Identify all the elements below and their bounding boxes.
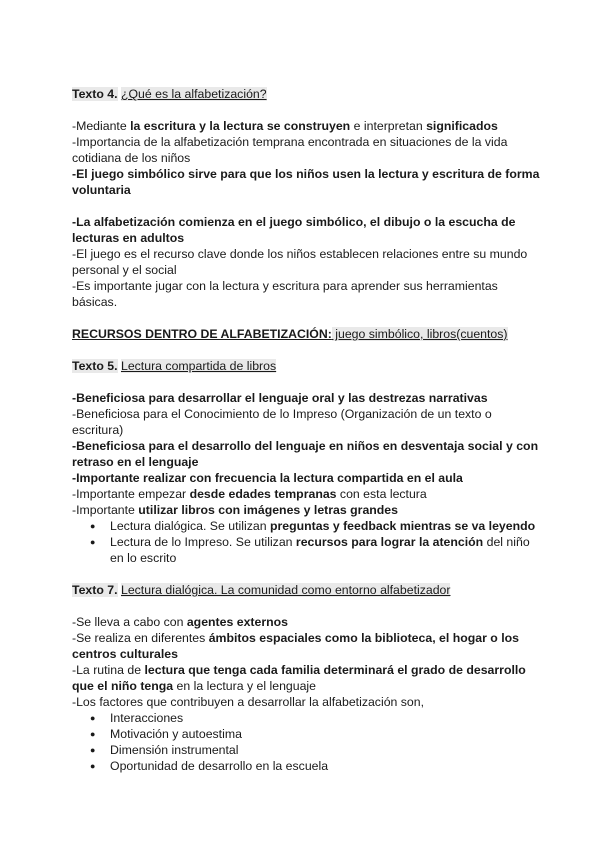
text-run-bold: -Beneficiosa para el desarrollo del lenguaje en niños en desventaja social y con retraso en el lenguaje	[72, 439, 539, 469]
texto7-label: Texto 7.	[72, 583, 118, 597]
text-run-bold: -Beneficiosa para desarrollar el lenguaje oral y las destrezas narrativas	[72, 391, 488, 405]
document-body	[72, 86, 542, 774]
recursos-label: RECURSOS DENTRO DE ALFABETIZACIÓN:	[72, 327, 332, 341]
texto7-line1	[72, 614, 542, 630]
text-run: -Se realiza en diferentes	[72, 631, 209, 645]
list-item: ● Interacciones	[110, 710, 542, 726]
texto7-line2	[72, 630, 542, 662]
text-run: -Importante	[72, 503, 139, 517]
text-run-bold: recursos para lograr la atención	[295, 535, 484, 549]
text-run-bold: -Importante realizar con frecuencia la lectura compartida en el aula	[72, 471, 463, 485]
texto4-label: Texto 4.	[72, 87, 118, 101]
texto5-label: Texto 5.	[72, 359, 118, 373]
text-run-bold: la escritura y la lectura se construyen	[130, 119, 351, 133]
text-run-bold: utilizar libros con imágenes y letras grandes	[138, 503, 398, 517]
texto7-bullet-list	[72, 710, 542, 774]
texto7-title: Lectura dialógica. La comunidad como entorno alfabetizador	[120, 583, 451, 597]
texto4-line3	[72, 166, 542, 198]
text-run: -Importante empezar	[72, 487, 190, 501]
text-run-bold: preguntas y feedback mientras se va leyendo	[269, 519, 536, 533]
list-item: ● Dimensión instrumental	[110, 742, 542, 758]
text-run: con esta lectura	[336, 487, 427, 501]
texto4-title: ¿Qué es la alfabetización?	[120, 87, 267, 101]
text-run-bold: significados	[426, 119, 498, 133]
list-item	[110, 534, 542, 566]
text-run: -Mediante	[72, 119, 131, 133]
text-run-bold: agentes externos	[186, 615, 288, 629]
texto5-line6	[72, 502, 542, 518]
texto5-title: Lectura compartida de libros	[120, 359, 277, 373]
recursos-heading	[72, 326, 542, 342]
texto4-line2: -Importancia de la alfabetización temprana encontrada en situaciones de la vida cotidiana de los niños	[72, 135, 508, 165]
texto7-line4: -Los factores que contribuyen a desarrollar la alfabetización son,	[72, 695, 425, 709]
texto5-line4	[72, 470, 542, 486]
list-item	[110, 518, 542, 534]
texto5-heading	[72, 358, 542, 374]
text-run: -Se lleva a cabo con	[72, 615, 187, 629]
texto5-line5	[72, 486, 542, 502]
list-item: ● Motivación y autoestima	[110, 726, 542, 742]
texto4-line1	[72, 118, 542, 134]
list-item: ● Oportunidad de desarrollo en la escuela	[110, 758, 542, 774]
texto4-heading	[72, 86, 542, 102]
texto5-line3	[72, 438, 542, 470]
text-run-bold: ámbitos espaciales como la biblioteca, el hogar o los centros culturales	[72, 631, 519, 661]
text-run: -La rutina de	[72, 663, 145, 677]
texto5-line1	[72, 390, 542, 406]
recursos-value: juego simbólico, libros(cuentos)	[331, 327, 508, 341]
text-run: del niño en lo escrito	[110, 535, 530, 565]
text-run: Lectura de lo Impreso. Se utilizan	[110, 535, 296, 549]
text-run-bold: -El juego simbólico sirve para que los niños usen la lectura y escritura de forma voluntaria	[72, 167, 540, 197]
text-run: e interpretan	[350, 119, 427, 133]
text-run-bold: desde edades tempranas	[189, 487, 337, 501]
texto7-heading	[72, 582, 542, 598]
texto7-line3	[72, 662, 542, 694]
text-run: Lectura dialógica. Se utilizan	[110, 519, 270, 533]
text-run-bold: lectura que tenga cada familia determinará el grado de desarrollo que el niño tenga	[72, 663, 526, 693]
texto5-line2: -Beneficiosa para el Conocimiento de lo Impreso (Organización de un texto o escritura)	[72, 407, 492, 437]
texto4-line6: -Es importante jugar con la lectura y escritura para aprender sus herramientas básicas.	[72, 279, 498, 309]
texto4-line4	[72, 214, 542, 246]
text-run-bold: -La alfabetización comienza en el juego simbólico, el dibujo o la escucha de lecturas en adultos	[72, 215, 516, 245]
texto4-line5: -El juego es el recurso clave donde los niños establecen relaciones entre su mundo personal y el social	[72, 247, 528, 277]
text-run: en la lectura y el lenguaje	[173, 679, 316, 693]
texto5-bullet-list	[72, 518, 542, 566]
